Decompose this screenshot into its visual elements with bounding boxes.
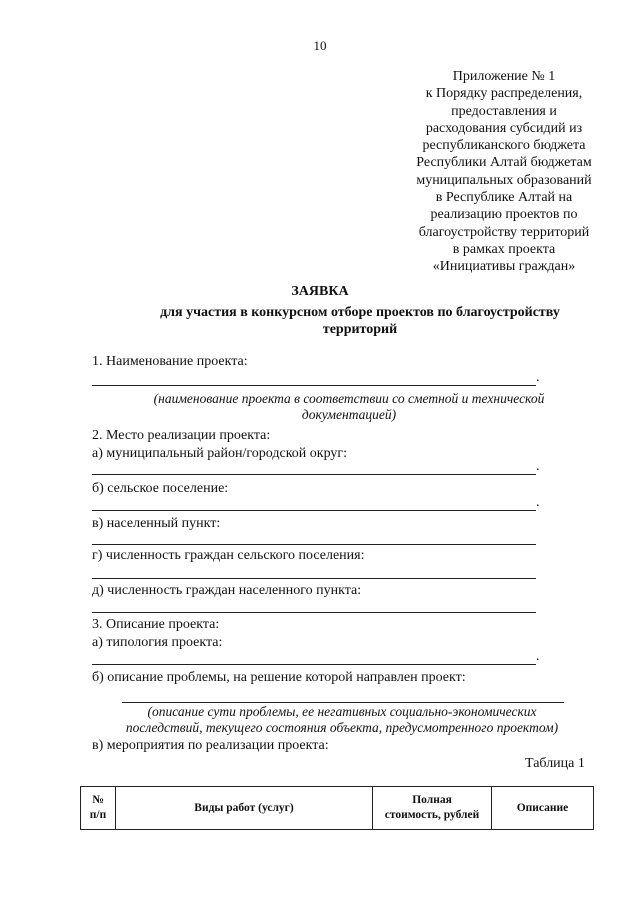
locality-population-label: д) численность граждан населенного пункта: (92, 583, 362, 598)
appendix-block (404, 68, 604, 276)
field-end-dot: . (536, 370, 540, 385)
header-number (81, 787, 116, 830)
appendix-line: расходования субсидий из (425, 120, 583, 136)
typology-label: а) типология проекта: (92, 635, 223, 650)
document-title: ЗАЯВКА (291, 284, 349, 299)
section3-note (72, 704, 612, 736)
settlement-population-field[interactable] (92, 578, 536, 579)
appendix-line: «Инициативы граждан» (432, 259, 576, 275)
rural-settlement-field[interactable] (92, 510, 536, 511)
appendix-line: реализацию проектов по (430, 207, 578, 223)
table-label: Таблица 1 (525, 756, 585, 771)
header-number-line-2: п/п (89, 809, 107, 821)
section3-label: 3. Описание проекта: (92, 617, 220, 632)
appendix-line: муниципальных образований (416, 172, 592, 188)
header-cost-line-1: Полная (412, 794, 452, 806)
header-number-line-1: № (92, 794, 104, 806)
appendix-line: благоустройству территорий (418, 224, 590, 240)
section1-label: 1. Наименование проекта: (92, 354, 248, 369)
section1-note (92, 391, 606, 423)
field-end-dot: . (536, 459, 540, 474)
note-line-1: (наименование проекта в соответствии со сметной и технической (153, 391, 545, 406)
header-works: Виды работ (услуг) (116, 787, 373, 830)
table-header-row (81, 787, 594, 830)
rural-settlement-label: б) сельское поселение: (92, 481, 229, 496)
municipal-district-field[interactable] (92, 474, 536, 475)
appendix-line: Приложение № 1 (452, 69, 556, 84)
field-end-dot: . (536, 649, 540, 664)
locality-label: в) населенный пункт: (92, 516, 221, 531)
appendix-line: к Порядку распределения, (425, 86, 583, 102)
section2-label: 2. Место реализации проекта: (92, 428, 271, 443)
activities-table (80, 786, 594, 830)
settlement-population-label: г) численность граждан сельского поселения: (92, 548, 365, 563)
appendix-line: в рамках проекта (452, 241, 556, 257)
appendix-line: республиканского бюджета (422, 138, 586, 154)
problem-description-field[interactable] (122, 702, 564, 703)
project-name-field[interactable] (92, 385, 536, 386)
header-description: Описание (492, 787, 594, 830)
header-cost-line-2: стоимость, рублей (384, 809, 480, 821)
appendix-line: Республики Алтай бюджетам (416, 155, 592, 171)
locality-population-field[interactable] (92, 612, 536, 613)
header-cost (373, 787, 492, 830)
note-line-2: последствий, текущего состояния объекта, предусмотренного проектом) (125, 720, 559, 735)
document-subtitle (90, 304, 630, 338)
field-end-dot: . (536, 495, 540, 510)
note-line-2: документацией) (301, 407, 397, 422)
locality-field[interactable] (92, 544, 536, 545)
problem-description-label: б) описание проблемы, на решение которой направлен проект: (92, 670, 466, 685)
appendix-line: в Республике Алтай на (435, 190, 573, 206)
page-number: 10 (313, 38, 327, 53)
appendix-line: предоставления и (451, 103, 557, 119)
typology-field[interactable] (92, 664, 536, 665)
municipal-district-label: а) муниципальный район/городской округ: (92, 446, 348, 461)
subtitle-line-2: территорий (322, 322, 398, 337)
activities-label: в) мероприятия по реализации проекта: (92, 738, 329, 753)
note-line-1: (описание сути проблемы, ее негативных социально-экономических (147, 704, 537, 719)
subtitle-line-1: для участия в конкурсном отборе проектов по благоустройству (160, 305, 560, 320)
